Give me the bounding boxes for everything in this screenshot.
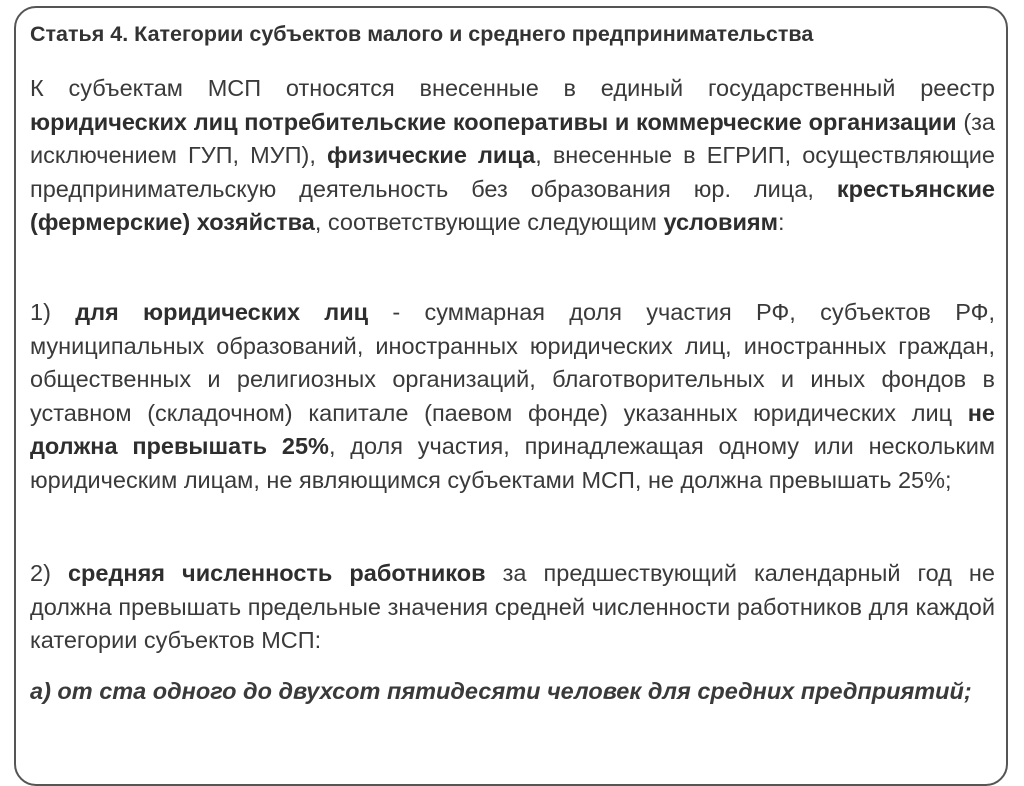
paragraph-condition-2 (30, 557, 995, 658)
bold-text: условиям (663, 209, 779, 235)
page-title: Статья 4. Категории субъектов малого и среднего предпринимательства (30, 22, 814, 46)
text: , внесенные в ЕГРИП, осуществляющие предпринимательскую деятельность без образования юр. лица, (30, 142, 996, 202)
paragraph-condition-1 (30, 296, 995, 497)
text: 1) (30, 299, 76, 325)
bold-text: юридических лиц потребительские кооперативы и коммерческие организации (30, 108, 957, 135)
text: 2) (30, 560, 68, 586)
text: К субъектам МСП относятся внесенные в единый государственный реестр (30, 75, 995, 101)
paragraph-intro (30, 72, 995, 240)
text: , соответствующие следующим (314, 209, 664, 235)
text: , доля участия, принадлежащая одному или нескольким юридическим лицам, не являющимся субъектами МСП, не должна превышать 25%; (30, 433, 995, 493)
text: (за исключением ГУП, МУП), (30, 108, 995, 168)
bold-text: крестьянские (фермерские) хозяйства (30, 175, 995, 235)
text: за предшествующий календарный год не должна превышать предельные значения средней численности работников для каждой категории субъектов МСП: (30, 560, 995, 653)
bold-text: физические лица (327, 142, 536, 168)
text: : (778, 209, 785, 235)
bold-text: для юридических лиц (75, 299, 369, 325)
bold-text: средняя численность работников (67, 560, 486, 586)
paragraph-subitem-a: а) от ста одного до двухсот пятидесяти человек для средних предприятий; (30, 678, 972, 704)
text: - суммарная доля участия РФ, субъектов РФ, муниципальных образований, иностранных юридических лиц, иностранных граждан, общественных и религиозных организаций, благотворительных и иных фондов в уставном (складочном) капитале (паевом фонде) указанных юридических лиц (30, 299, 995, 426)
bold-text: не должна превышать 25% (30, 399, 995, 459)
